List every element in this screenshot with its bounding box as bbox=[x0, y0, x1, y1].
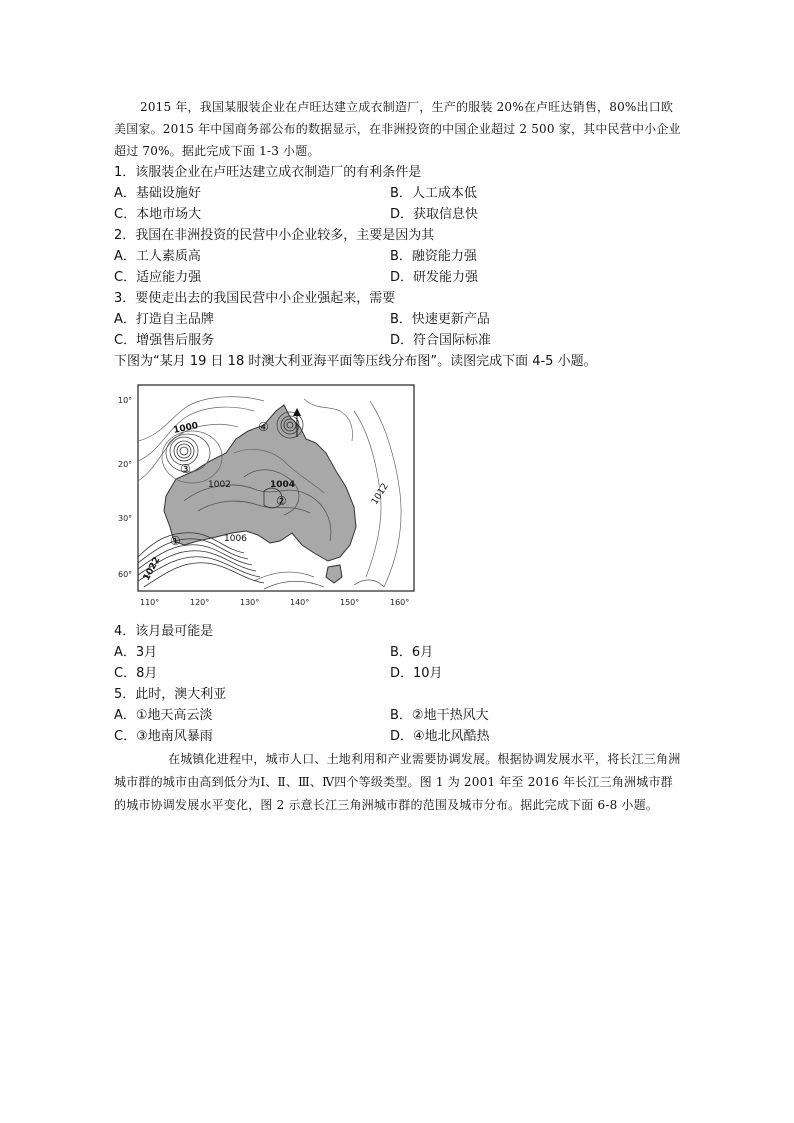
option-b: B．6月 bbox=[390, 645, 434, 660]
map-intro: 下图为“某月 19 日 18 时澳大利亚海平面等压线分布图”。读图完成下面 4-5 小题。 bbox=[114, 354, 597, 369]
lon-label-150: 150° bbox=[340, 598, 360, 607]
marker-2: ② bbox=[276, 494, 287, 508]
option-c: C．适应能力强 bbox=[114, 270, 202, 285]
lon-label-110: 110° bbox=[140, 598, 160, 607]
question-2 bbox=[114, 225, 684, 288]
question-3 bbox=[114, 288, 684, 351]
marker-1: ① bbox=[170, 534, 181, 548]
lon-label-130: 130° bbox=[240, 598, 260, 607]
passage-2-text: 在城镇化进程中，城市人口、土地利用和产业需要协调发展。根据协调发展水平，将长江三角洲城市群的城市由高到低分为Ⅰ、Ⅱ、Ⅲ、Ⅳ四个等级类型。图 1 为 2001 年至 2016 年长江三角洲城市群的城市协调发展水平变化，图 2 示意长江三角洲城市群的范围及城市分布。据此完成下面 6-8 小题。 bbox=[114, 752, 681, 812]
question-stem: 1．该服装企业在卢旺达建立成衣制造厂的有利条件是 bbox=[114, 165, 422, 180]
marker-4: ④ bbox=[258, 420, 269, 434]
lon-label-140: 140° bbox=[290, 598, 310, 607]
lat-label-30: 30° bbox=[118, 514, 133, 523]
option-c: C．③地南风暴雨 bbox=[114, 729, 213, 744]
option-b: B．快速更新产品 bbox=[390, 312, 490, 327]
option-a: A．①地天高云淡 bbox=[114, 708, 213, 723]
option-c: C．本地市场大 bbox=[114, 207, 202, 222]
marker-3: ③ bbox=[180, 462, 191, 476]
option-b: B．②地干热风大 bbox=[390, 708, 489, 723]
lon-label-120: 120° bbox=[190, 598, 210, 607]
passage-2 bbox=[114, 748, 684, 817]
question-1 bbox=[114, 162, 684, 225]
question-5 bbox=[114, 684, 684, 747]
option-c: C．8月 bbox=[114, 666, 158, 681]
exam-page bbox=[114, 96, 684, 817]
option-d: D．获取信息快 bbox=[390, 207, 479, 222]
passage-1: 2015 年，我国某服装企业在卢旺达建立成衣制造厂，生产的服装 20%在卢旺达销售，80%出口欧美国家。2015 年中国商务部公布的数据显示，在非洲投资的中国企业超过 2 500 家，其中民营中小企业超过 70%。据此完成下面 1-3 小题。 bbox=[114, 100, 681, 158]
isobar-label-1004: 1004 bbox=[270, 480, 296, 490]
option-d: D．研发能力强 bbox=[390, 270, 479, 285]
lon-label-160: 160° bbox=[390, 598, 410, 607]
option-list bbox=[114, 309, 684, 351]
isobar-label-1000: 1000 bbox=[172, 420, 200, 436]
option-c: C．增强售后服务 bbox=[114, 333, 215, 348]
option-list bbox=[114, 642, 684, 684]
option-a: A．打造自主品牌 bbox=[114, 312, 214, 327]
question-stem: 5．此时，澳大利亚 bbox=[114, 687, 227, 702]
question-stem: 4．该月最可能是 bbox=[114, 624, 214, 639]
isobar-label-1002: 1002 bbox=[208, 480, 231, 490]
question-stem: 3．要使走出去的我国民营中小企业强起来，需要 bbox=[114, 291, 396, 306]
option-a: A．基础设施好 bbox=[114, 186, 201, 201]
option-a: A．3月 bbox=[114, 645, 158, 660]
lat-label-10: 10° bbox=[118, 396, 133, 405]
question-stem: 2．我国在非洲投资的民营中小企业较多，主要是因为其 bbox=[114, 228, 435, 243]
option-list bbox=[114, 705, 684, 747]
lat-label-20: 20° bbox=[118, 460, 133, 469]
option-d: D．④地北风酷热 bbox=[390, 729, 490, 744]
isobar-map-svg bbox=[114, 381, 420, 613]
option-d: D．符合国际标准 bbox=[390, 333, 492, 348]
option-b: B．人工成本低 bbox=[390, 186, 477, 201]
lat-label-60: 60° bbox=[118, 570, 133, 579]
isobar-map bbox=[114, 381, 420, 613]
option-list bbox=[114, 246, 684, 288]
option-d: D．10月 bbox=[390, 666, 443, 681]
option-a: A．工人素质高 bbox=[114, 249, 201, 264]
isobar-label-1006: 1006 bbox=[224, 534, 247, 544]
option-b: B．融资能力强 bbox=[390, 249, 477, 264]
option-list bbox=[114, 183, 684, 225]
question-4 bbox=[114, 621, 684, 684]
isobar-label-1022: 1022 bbox=[141, 555, 163, 583]
isobar-label-1012: 1012 bbox=[370, 481, 391, 507]
